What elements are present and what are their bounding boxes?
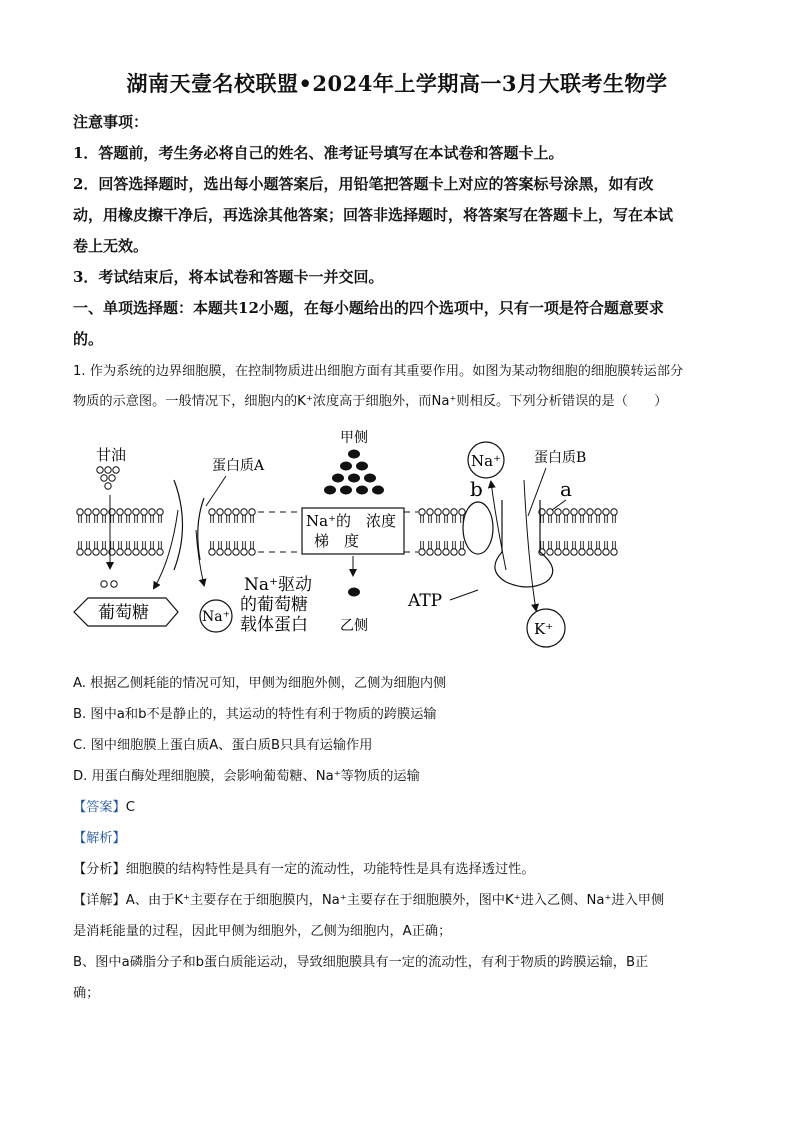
k-ion: K⁺	[534, 620, 554, 638]
phospholipid-top	[225, 509, 231, 523]
phospholipid-bottom	[611, 541, 617, 555]
phospholipid-top	[85, 509, 91, 523]
option-c: C. 图中细胞膜上蛋白质A、蛋白质B只具有运输作用	[73, 738, 373, 753]
fenxi-text: 细胞膜的结构特性是具有一定的流动性，功能特性是具有选择透过性。	[125, 862, 535, 877]
phospholipid-bottom	[149, 541, 155, 555]
notice-item-3: 3．考试结束后，将本试卷和答题卡一并交回。	[73, 268, 384, 286]
phospholipid-top	[547, 509, 553, 523]
option-b: B. 图中a和b不是静止的，其运动的特性有利于物质的跨膜运输	[73, 707, 437, 722]
phospholipid-bottom	[459, 541, 465, 555]
phospholipid-bottom	[141, 541, 147, 555]
phospholipid-bottom	[241, 541, 247, 555]
phospholipid-bottom	[547, 541, 553, 555]
phospholipid-bottom	[427, 541, 433, 555]
phospholipid-top	[241, 509, 247, 523]
detail-line-1	[73, 889, 723, 908]
protein-b-body	[495, 500, 553, 587]
phospholipid-top	[427, 509, 433, 523]
phospholipid-bottom	[133, 541, 139, 555]
notice-item-2-cont: 动，用橡皮擦干净后，再选涂其他答案；回答非选择题时，将答案写在答题卡上，写在本试	[73, 206, 674, 224]
fenxi-line	[73, 858, 723, 877]
atp-label: ATP	[408, 591, 443, 611]
phospholipid-bottom	[571, 541, 577, 555]
page-title: 湖南天壹名校联盟•2024年上学期高一3月大联考生物学	[126, 71, 668, 96]
side-bottom-label: 乙侧	[340, 618, 368, 634]
phospholipid-bottom	[563, 541, 569, 555]
analysis-label: 【解析】	[73, 831, 126, 846]
detail-line-3: B、图中a磷脂分子和b蛋白质能运动，导致细胞膜具有一定的流动性，有利于物质的跨膜运输，B正	[73, 955, 649, 970]
phospholipid-top	[101, 509, 107, 523]
protein-a-right	[198, 498, 204, 560]
phospholipid-bottom	[85, 541, 91, 555]
phospholipid-top	[117, 509, 123, 523]
side-top-label: 甲侧	[340, 430, 368, 446]
phospholipid-top	[595, 509, 601, 523]
phospholipid-bottom	[117, 541, 123, 555]
na-driven-line-2: 的葡萄糖	[240, 595, 308, 615]
phospholipid-top	[209, 509, 215, 523]
phospholipid-top	[141, 509, 147, 523]
na-ion-left: Na⁺	[202, 609, 230, 625]
answer-value: C	[125, 800, 135, 815]
phospholipid-top	[149, 509, 155, 523]
phospholipid-bottom	[603, 541, 609, 555]
membrane-transport-figure	[66, 420, 626, 660]
phospholipid-bottom	[419, 541, 425, 555]
notice-heading: 注意事项：	[73, 113, 149, 131]
phospholipid-bottom	[77, 541, 83, 555]
na-ion-right: Na⁺	[471, 452, 501, 470]
na-driven-line-1: Na⁺驱动	[244, 575, 312, 595]
label-b: b	[470, 477, 483, 501]
phospholipid-bottom	[217, 541, 223, 555]
option-a: A. 根据乙侧耗能的情况可知，甲侧为细胞外侧，乙侧为细胞内侧	[73, 676, 447, 691]
na-concentration-pyramid	[324, 450, 384, 495]
detail-line-4: 确；	[73, 986, 100, 1001]
answer-line	[73, 796, 723, 815]
phospholipid-top	[93, 509, 99, 523]
notice-item-2-end: 卷上无效。	[73, 237, 149, 255]
protein-a-pointer	[206, 476, 226, 506]
phospholipid-bottom	[233, 541, 239, 555]
option-d: D. 用蛋白酶处理细胞膜，会影响葡萄糖、Na⁺等物质的运输	[73, 769, 420, 784]
phospholipid-bottom	[579, 541, 585, 555]
phospholipid-top	[563, 509, 569, 523]
phospholipid-top	[435, 509, 441, 523]
phospholipid-top	[443, 509, 449, 523]
answer-label: 【答案】	[73, 800, 126, 815]
phospholipid-top	[571, 509, 577, 523]
phospholipid-bottom	[157, 541, 163, 555]
na-particle-bottom	[348, 588, 360, 597]
glycerol-molecules-bottom	[101, 581, 117, 587]
gradient-line-2: 梯 度	[314, 532, 360, 550]
detail-label: 【详解】	[73, 893, 126, 908]
phospholipid-bottom	[443, 541, 449, 555]
phospholipid-top	[603, 509, 609, 523]
phospholipid-top	[555, 509, 561, 523]
phospholipid-top	[77, 509, 83, 523]
phospholipid-top	[125, 509, 131, 523]
phospholipid-bottom	[435, 541, 441, 555]
phospholipid-top	[419, 509, 425, 523]
label-a: a	[560, 477, 572, 501]
detail-text-1: A、由于K⁺主要存在于细胞膜内，Na⁺主要存在于细胞膜外，图中K⁺进入乙侧、Na⁺进入甲侧	[125, 893, 665, 908]
na-driven-line-3: 载体蛋白	[240, 615, 308, 635]
phospholipid-top	[249, 509, 255, 523]
phospholipid-bottom	[225, 541, 231, 555]
phospholipid-top	[579, 509, 585, 523]
section-heading-end: 的。	[73, 330, 104, 348]
phospholipid-top	[451, 509, 457, 523]
phospholipid-bottom	[93, 541, 99, 555]
protein-a-label: 蛋白质A	[212, 458, 265, 474]
phospholipid-top	[217, 509, 223, 523]
gradient-line-1: Na⁺的 浓度	[306, 512, 396, 530]
section-heading: 一、单项选择题：本题共12小题，在每小题给出的四个选项中，只有一项是符合题意要求	[73, 299, 664, 317]
question-stem-line-2: 物质的示意图。一般情况下，细胞内的K⁺浓度高于细胞外，而Na⁺则相反。下列分析错误的是（ ）	[73, 394, 668, 409]
protein-b-lipid	[463, 502, 493, 554]
glycerol-molecules-top	[97, 467, 119, 489]
phospholipid-bottom	[101, 541, 107, 555]
phospholipid-bottom	[587, 541, 593, 555]
glucose-arrow	[154, 510, 178, 588]
phospholipid-top	[157, 509, 163, 523]
atp-pointer	[450, 590, 478, 600]
glycerol-label: 甘油	[96, 446, 127, 464]
phospholipid-top	[611, 509, 617, 523]
protein-b-label: 蛋白质B	[534, 450, 587, 466]
detail-line-2: 是消耗能量的过程，因此甲侧为细胞外，乙侧为细胞内，A正确；	[73, 924, 452, 939]
notice-item-2: 2．回答选择题时，选出每小题答案后，用铅笔把答题卡上对应的答案标号涂黑，如有改	[73, 175, 654, 193]
phospholipid-bottom	[555, 541, 561, 555]
notice-item-1: 1．答题前，考生务必将自己的姓名、准考证号填写在本试卷和答题卡上。	[73, 144, 564, 162]
phospholipid-top	[233, 509, 239, 523]
phospholipid-bottom	[209, 541, 215, 555]
glucose-label: 葡萄糖	[98, 603, 149, 623]
phospholipid-top	[587, 509, 593, 523]
phospholipid-bottom	[125, 541, 131, 555]
phospholipid-top	[133, 509, 139, 523]
question-stem-line-1: 1. 作为系统的边界细胞膜，在控制物质进出细胞方面有其重要作用。如图为某动物细胞的细胞膜转运部分	[73, 364, 684, 379]
phospholipid-bottom	[451, 541, 457, 555]
fenxi-label: 【分析】	[73, 862, 126, 877]
phospholipid-bottom	[249, 541, 255, 555]
phospholipid-bottom	[595, 541, 601, 555]
